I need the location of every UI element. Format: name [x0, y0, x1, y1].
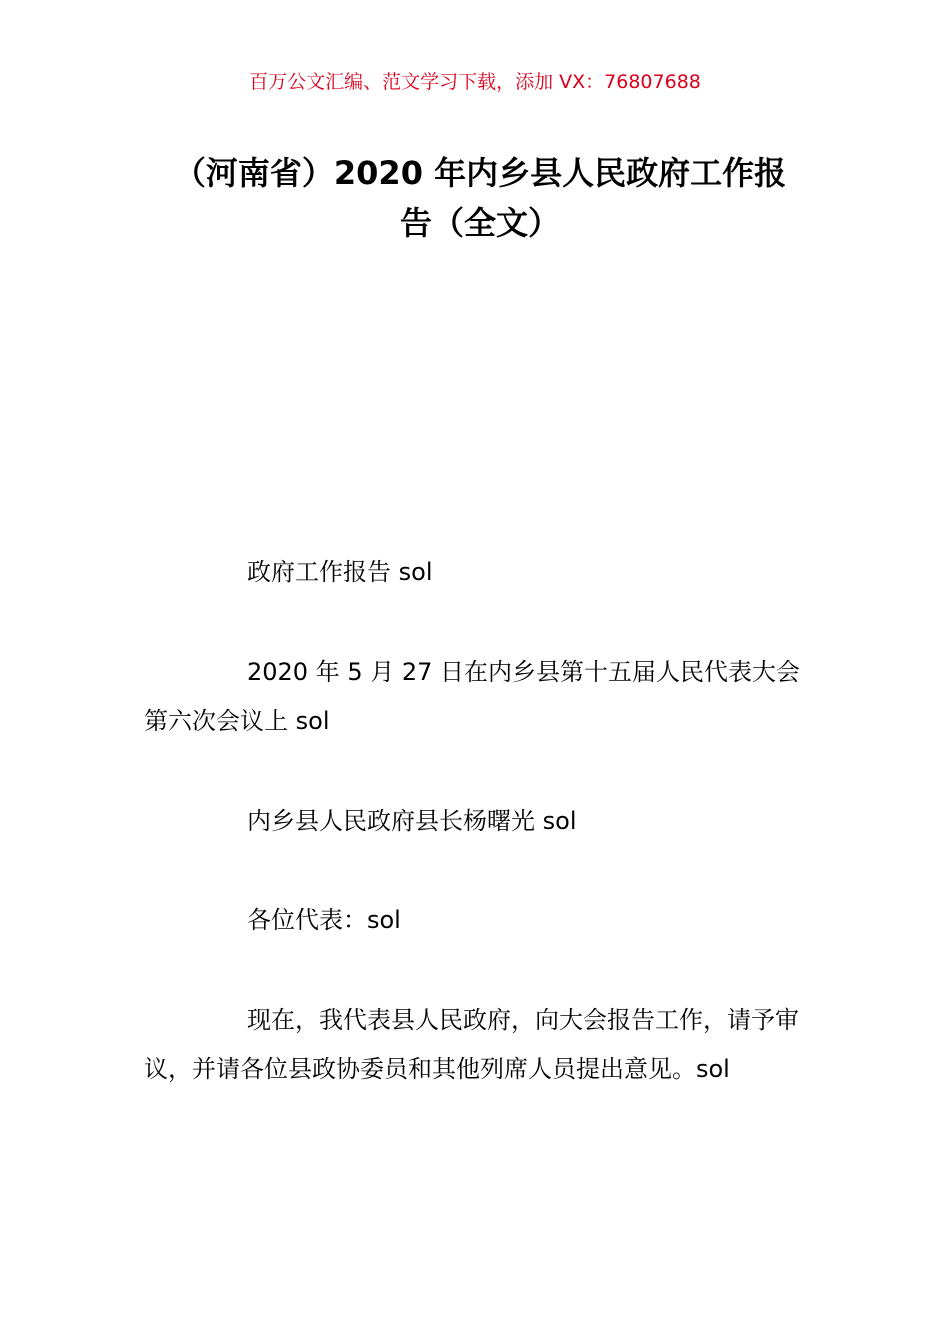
paragraph-report-heading: 政府工作报告 sol [247, 558, 433, 586]
paragraph-opening: 现在，我代表县人民政府，向大会报告工作，请予审议，并请各位县政协委员和其他列席人员提出意见。sol [144, 1006, 799, 1083]
paragraph-meeting-date: 2020 年 5 月 27 日在内乡县第十五届人民代表大会第六次会议上 sol [144, 658, 801, 735]
document-title-line-1: （河南省）2020 年内乡县人民政府工作报 [173, 154, 787, 192]
paragraph-salutation: 各位代表：sol [247, 906, 401, 934]
document-title [140, 148, 820, 248]
document-title-line-2: 告（全文） [399, 204, 560, 242]
paragraph-speaker: 内乡县人民政府县长杨曙光 sol [247, 807, 577, 835]
promo-header-note: 百万公文汇编、范文学习下载，添加 VX：76807688 [249, 71, 701, 93]
